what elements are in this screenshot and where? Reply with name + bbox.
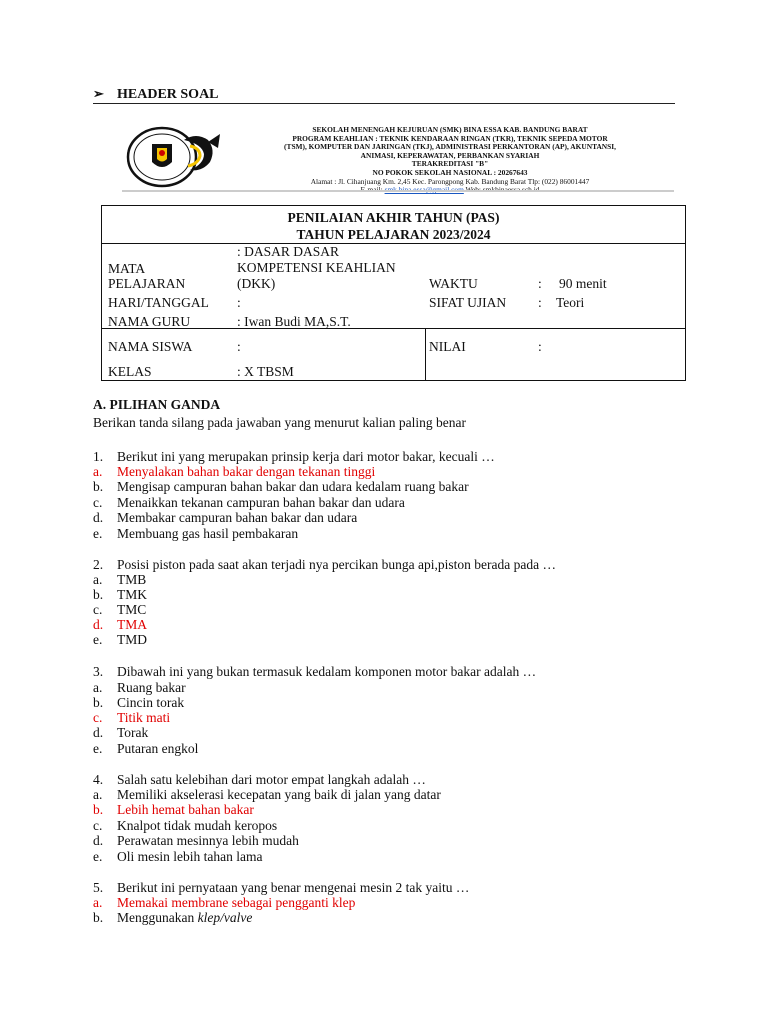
sifat-colon: : — [538, 295, 542, 310]
question — [93, 664, 653, 679]
option-text: Menyalakan bahan bakar dengan tekanan tinggi — [117, 464, 376, 479]
answer-option[interactable] — [93, 710, 653, 725]
siswa-label: NAMA SISWA — [108, 339, 193, 354]
option-letter: a. — [93, 787, 103, 802]
option-letter: e. — [93, 741, 103, 756]
question-number: 3. — [93, 664, 104, 679]
option-text: Lebih hemat bahan bakar — [117, 802, 254, 817]
option-letter: c. — [93, 818, 103, 833]
answer-option[interactable] — [93, 895, 653, 910]
letterhead-divider — [122, 190, 674, 192]
letterhead-address: Alamat : Jl. Cihanjuang Km. 2,45 Kec. Parongpong Kab. Bandung Barat Tlp: (022) 86001447 — [310, 176, 590, 186]
question-number: 5. — [93, 880, 104, 895]
question — [93, 449, 653, 464]
exam-title: PENILAIAN AKHIR TAHUN (PAS) — [287, 210, 500, 225]
letterhead-text — [235, 126, 665, 195]
web-text: Web: smkbinaessa.sch.id — [465, 185, 540, 195]
answer-option[interactable] — [93, 818, 653, 833]
answer-option[interactable] — [93, 602, 653, 617]
question-number: 4. — [93, 772, 104, 787]
nilai-value: : — [538, 339, 542, 354]
mapel-value-3: (DKK) — [237, 276, 276, 291]
option-text: Ruang bakar — [117, 680, 186, 695]
option-letter: c. — [93, 495, 103, 510]
option-text: TMD — [117, 632, 147, 647]
question-text: Posisi piston pada saat akan terjadi nya percikan bunga api,piston berada pada … — [117, 557, 556, 572]
hari-label: HARI/TANGGAL — [108, 295, 209, 310]
option-text: Memakai membrane sebagai pengganti klep — [117, 895, 356, 910]
question — [93, 772, 653, 787]
question-text: Dibawah ini yang bukan termasuk kedalam komponen motor bakar adalah … — [117, 664, 537, 679]
option-text: Titik mati — [117, 710, 171, 725]
option-text: TMA — [117, 617, 147, 632]
option-letter: b. — [93, 479, 104, 494]
answer-option[interactable] — [93, 617, 653, 632]
option-letter: b. — [93, 695, 104, 710]
option-text: TMK — [117, 587, 147, 602]
option-text: Menaikkan tekanan campuran bahan bakar dan udara — [117, 495, 405, 510]
mapel-label-1: MATA — [108, 261, 146, 276]
kelas-value: : X TBSM — [237, 364, 294, 379]
mapel-label-2: PELAJARAN — [108, 276, 186, 291]
question — [93, 880, 653, 895]
student-row-divider — [102, 328, 685, 329]
option-text: Oli mesin lebih tahan lama — [117, 849, 263, 864]
answer-option[interactable] — [93, 741, 653, 756]
arrow-bullet-icon: ➢ — [93, 86, 104, 101]
answer-option[interactable] — [93, 680, 653, 695]
option-text: Membuang gas hasil pembakaran — [117, 526, 299, 541]
option-text: Torak — [117, 725, 149, 740]
option-letter: b. — [93, 910, 104, 925]
question — [93, 557, 653, 572]
siswa-value: : — [237, 339, 241, 354]
option-text: Mengisap campuran bahan bakar dan udara kedalam ruang bakar — [117, 479, 469, 494]
option-letter: d. — [93, 617, 104, 632]
option-text: TMB — [117, 572, 147, 587]
option-text: Perawatan mesinnya lebih mudah — [117, 833, 299, 848]
option-letter: a. — [93, 895, 103, 910]
student-column-divider — [425, 328, 426, 380]
header-soal — [93, 86, 675, 104]
answer-option[interactable] — [93, 464, 653, 479]
option-letter: b. — [93, 802, 104, 817]
exam-info-table — [101, 205, 686, 381]
letterhead-line: SEKOLAH MENENGAH KEJURUAN (SMK) BINA ESSA KAB. BANDUNG BARAT — [312, 125, 588, 134]
answer-option[interactable] — [93, 510, 653, 525]
option-text: Membakar campuran bahan bakar dan udara — [117, 510, 358, 525]
option-letter: a. — [93, 464, 103, 479]
answer-option[interactable] — [93, 833, 653, 848]
option-letter: c. — [93, 602, 103, 617]
answer-option[interactable] — [93, 910, 653, 925]
question-number: 2. — [93, 557, 104, 572]
option-text — [117, 910, 252, 925]
option-letter: e. — [93, 632, 103, 647]
exam-year: TAHUN PELAJARAN 2023/2024 — [296, 227, 491, 242]
answer-option[interactable] — [93, 725, 653, 740]
guru-label: NAMA GURU — [108, 314, 191, 329]
nilai-label: NILAI — [429, 339, 466, 354]
option-text: Cincin torak — [117, 695, 185, 710]
letterhead-line: TERAKREDITASI "B" — [411, 159, 489, 169]
answer-option[interactable] — [93, 479, 653, 494]
letterhead-line: PROGRAM KEAHLIAN : TEKNIK KENDARAAN RINGAN (TKR), TEKNIK SEPEDA MOTOR — [292, 133, 608, 143]
option-text: Putaran engkol — [117, 741, 199, 756]
waktu-value: 90 menit — [559, 276, 607, 291]
answer-option[interactable] — [93, 787, 653, 802]
option-letter: b. — [93, 587, 104, 602]
mapel-value-2: KOMPETENSI KEAHLIAN — [237, 260, 396, 275]
answer-option[interactable] — [93, 495, 653, 510]
letterhead-line: (TSM), KOMPUTER DAN JARINGAN (TKJ), ADMINISTRASI PERKANTORAN (AP), AKUNTANSI, — [284, 142, 616, 152]
option-letter: d. — [93, 833, 104, 848]
school-letterhead — [122, 120, 674, 194]
letterhead-line: NO POKOK SEKOLAH NASIONAL : 20267643 — [372, 167, 528, 177]
answer-option[interactable] — [93, 802, 653, 817]
answer-option[interactable] — [93, 632, 653, 647]
mapel-value-1: : DASAR DASAR — [237, 244, 340, 259]
answer-option[interactable] — [93, 587, 653, 602]
option-letter: a. — [93, 572, 103, 587]
option-letter: e. — [93, 849, 103, 864]
answer-option[interactable] — [93, 695, 653, 710]
section-title: A. PILIHAN GANDA — [93, 397, 221, 412]
answer-option[interactable] — [93, 526, 653, 541]
school-logo-icon — [124, 126, 224, 188]
sifat-value: Teori — [556, 295, 585, 310]
email-label: E-mail: — [360, 185, 383, 195]
exam-title-row — [102, 206, 685, 244]
question-text: Berikut ini yang merupakan prinsip kerja dari motor bakar, kecuali … — [117, 449, 495, 464]
waktu-colon: : — [538, 276, 542, 291]
answer-option[interactable] — [93, 572, 653, 587]
option-text: Memiliki akselerasi kecepatan yang baik di jalan yang datar — [117, 787, 441, 802]
option-letter: e. — [93, 526, 103, 541]
kelas-label: KELAS — [108, 364, 152, 379]
option-letter: d. — [93, 725, 104, 740]
option-text: Knalpot tidak mudah keropos — [117, 818, 278, 833]
option-letter: c. — [93, 710, 103, 725]
option-text-italic: klep/valve — [197, 910, 253, 925]
email-link[interactable]: smk.bina.essa@gmail.com — [384, 185, 464, 195]
hari-value: : — [237, 295, 241, 310]
guru-value: : Iwan Budi MA,S.T. — [237, 314, 351, 329]
question-text: Salah satu kelebihan dari motor empat langkah adalah … — [117, 772, 426, 787]
letterhead-line: ANIMASI, KEPERAWATAN, PERBANKAN SYARIAH — [360, 150, 540, 160]
question-text: Berikut ini pernyataan yang benar mengenai mesin 2 tak yaitu … — [117, 880, 470, 895]
option-letter: a. — [93, 680, 103, 695]
answer-option[interactable] — [93, 849, 653, 864]
option-letter: d. — [93, 510, 104, 525]
waktu-label: WAKTU — [429, 276, 478, 291]
sifat-label: SIFAT UJIAN — [429, 295, 507, 310]
option-text: TMC — [117, 602, 147, 617]
option-text-plain: Menggunakan — [117, 910, 198, 925]
question-number: 1. — [93, 449, 104, 464]
header-title: HEADER SOAL — [117, 87, 219, 102]
section-instruction: Berikan tanda silang pada jawaban yang menurut kalian paling benar — [93, 415, 466, 430]
